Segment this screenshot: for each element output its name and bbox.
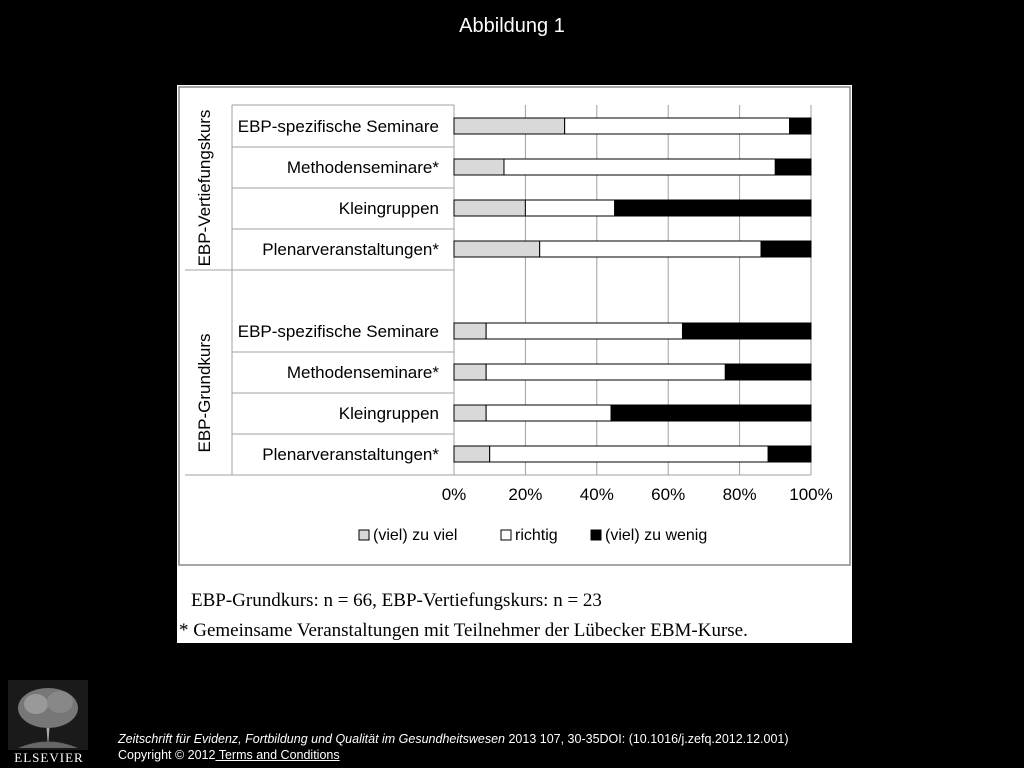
citation-journal: Zeitschrift für Evidenz, Fortbildung und Qualität im Gesundheitswesen [118,732,505,746]
terms-link[interactable]: Terms and Conditions [215,748,340,762]
bar-segment-zu-viel [454,364,486,380]
elsevier-wordmark: ELSEVIER [14,750,84,765]
bar-segment-richtig [504,159,775,175]
category-label: Methodenseminare* [286,158,439,177]
bar-segment-richtig [565,118,790,134]
bar-segment-zu-viel [454,200,525,216]
bar-segment-zu-wenig [775,159,811,175]
category-label: Plenarveranstaltungen* [262,445,439,464]
bar-segment-richtig [490,446,768,462]
category-label: EBP-spezifische Seminare [237,117,439,136]
x-tick-label: 80% [722,485,757,504]
citation-details: 2013 107, 30-35DOI: (10.1016/j.zefq.2012.12.001) [505,732,789,746]
copyright [118,748,340,762]
bar-segment-zu-wenig [611,405,811,421]
bar-segment-zu-viel [454,241,540,257]
chart-svg [177,85,852,643]
legend-zu-viel-swatch [359,530,369,540]
bar-segment-richtig [486,364,725,380]
bar-segment-zu-wenig [615,200,811,216]
legend-zu-wenig: (viel) zu wenig [605,527,708,544]
bar-segment-zu-viel [454,405,486,421]
legend-zu-viel: (viel) zu viel [373,527,458,544]
category-label: Methodenseminare* [286,363,439,382]
category-label: EBP-spezifische Seminare [237,322,439,341]
category-label: Kleingruppen [338,404,439,423]
x-tick-label: 60% [651,485,686,504]
figure-panel [177,85,852,643]
bar-segment-zu-wenig [761,241,811,257]
group-label: EBP-Vertiefungskurs [195,109,214,267]
bar-segment-zu-viel [454,159,504,175]
footnote-shared-events: * Gemeinsame Veranstaltungen mit Teilnehmer der Lübecker EBM-Kurse. [179,620,748,641]
bar-segment-zu-wenig [725,364,811,380]
bar-segment-richtig [540,241,761,257]
citation [118,732,789,746]
bar-segment-zu-wenig [790,118,811,134]
group-label: EBP-Grundkurs [195,333,214,453]
footnote-sample-sizes: EBP-Grundkurs: n = 66, EBP-Vertiefungskurs: n = 23 [191,590,602,611]
x-tick-label: 20% [508,485,543,504]
x-tick-label: 100% [789,485,833,504]
bar-segment-richtig [486,405,611,421]
legend-richtig: richtig [515,527,558,544]
bar-segment-richtig [525,200,614,216]
legend-richtig-swatch [501,530,511,540]
legend-zu-wenig-swatch [591,530,601,540]
copyright-text: Copyright © 2012 [118,748,216,762]
bar-segment-richtig [486,323,682,339]
bar-segment-zu-wenig [768,446,811,462]
bar-segment-zu-viel [454,118,565,134]
bar-segment-zu-viel [454,446,490,462]
x-tick-label: 40% [579,485,614,504]
category-label: Kleingruppen [338,199,439,218]
bar-segment-zu-viel [454,323,486,339]
slide-title: Abbildung 1 [459,15,565,37]
bar-segment-zu-wenig [682,323,811,339]
category-label: Plenarveranstaltungen* [262,240,439,259]
x-tick-label: 0% [441,485,467,504]
